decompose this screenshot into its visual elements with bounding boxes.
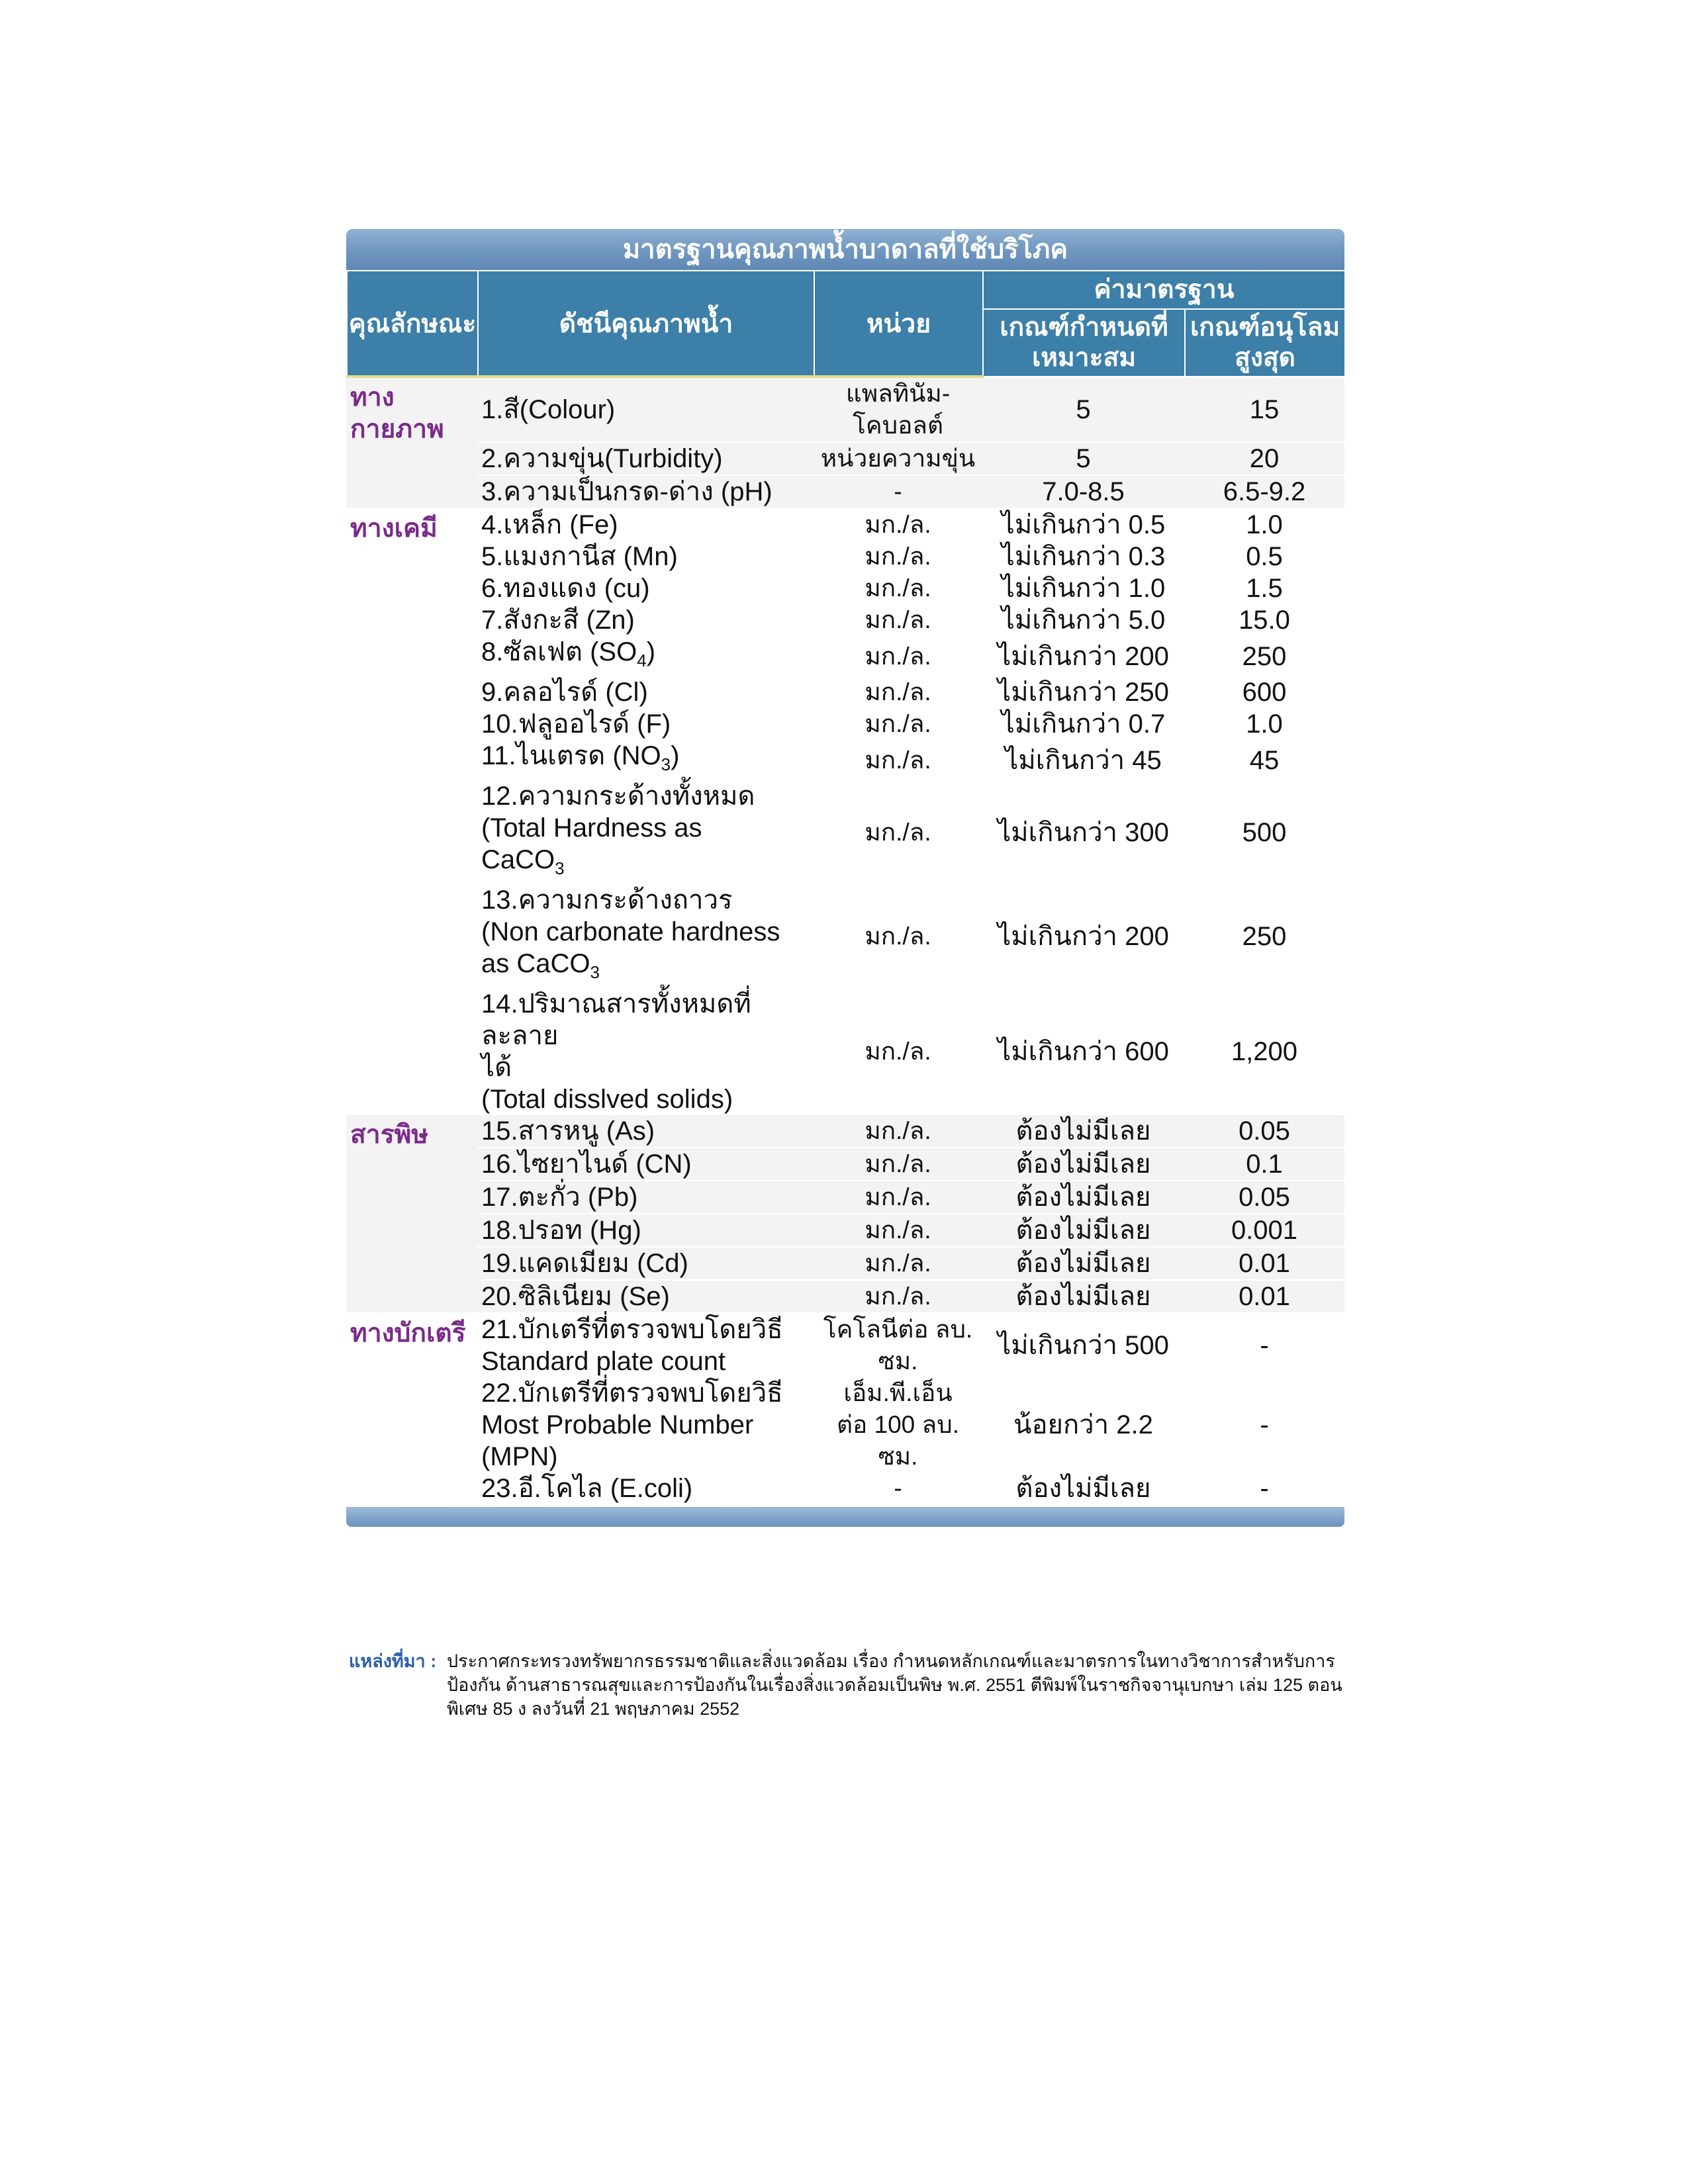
- suitable-cell: ไม่เกินกว่า 5.0: [982, 604, 1184, 636]
- unit-cell: มก./ล.: [814, 636, 982, 676]
- unit-cell: มก./ล.: [814, 604, 982, 636]
- max-cell: 250: [1184, 636, 1344, 676]
- suitable-cell: ไม่เกินกว่า 0.5: [982, 508, 1184, 541]
- max-cell: 15: [1184, 378, 1344, 442]
- index-text: 3.ความเป็นกรด-ด่าง (pH): [481, 477, 773, 506]
- max-cell: 6.5-9.2: [1184, 475, 1344, 508]
- table-row: [346, 708, 1344, 740]
- index-text: 8.ซัลเฟต (SO: [481, 637, 637, 666]
- table-row: [346, 1148, 1344, 1181]
- max-cell: 0.001: [1184, 1214, 1344, 1247]
- index-cell: [477, 1313, 814, 1377]
- table-footer-bar: [346, 1507, 1344, 1527]
- suitable-cell: ไม่เกินกว่า 200: [982, 884, 1184, 988]
- source-label: แหล่งที่มา :: [349, 1651, 437, 1671]
- index-cell: [477, 1280, 814, 1313]
- suitable-cell: ไม่เกินกว่า 1.0: [982, 572, 1184, 604]
- unit-cell: มก./ล.: [814, 1214, 982, 1247]
- group-1: [346, 378, 1344, 508]
- index-cell: [477, 636, 814, 676]
- index-cell: [477, 1247, 814, 1280]
- unit-cell: มก./ล.: [814, 541, 982, 572]
- table-row: [346, 636, 1344, 676]
- table-row: [346, 475, 1344, 508]
- index-cell: [477, 541, 814, 572]
- suitable-cell: 5: [982, 442, 1184, 475]
- max-cell: 500: [1184, 780, 1344, 884]
- water-standard-table-body: [346, 378, 1344, 1504]
- suitable-cell: ไม่เกินกว่า 600: [982, 988, 1184, 1115]
- unit-cell: มก./ล.: [814, 884, 982, 988]
- max-cell: 0.1: [1184, 1148, 1344, 1181]
- index-text: 2.ความขุ่น(Turbidity): [481, 444, 723, 473]
- unit-cell: มก./ล.: [814, 780, 982, 884]
- index-text: 10.ฟลูออไรด์ (F): [481, 709, 671, 739]
- group-2: [346, 508, 1344, 1115]
- suitable-cell: ไม่เกินกว่า 300: [982, 780, 1184, 884]
- table-row: [346, 1377, 1344, 1473]
- table-row: [346, 1473, 1344, 1504]
- table-row: [346, 1214, 1344, 1247]
- max-cell: 0.01: [1184, 1247, 1344, 1280]
- index-subscript: 3: [590, 962, 600, 982]
- index-text: 6.ทองแดง (cu): [481, 574, 650, 603]
- header-standard: ค่ามาตรฐาน: [983, 271, 1345, 309]
- index-text: 20.ซิลิเนียม (Se): [481, 1282, 670, 1311]
- header-index: ดัชนีคุณภาพน้ำ: [478, 271, 814, 377]
- index-cell: [477, 780, 814, 884]
- index-cell: [477, 442, 814, 475]
- unit-cell: มก./ล.: [814, 1247, 982, 1280]
- suitable-cell: ไม่เกินกว่า 0.7: [982, 708, 1184, 740]
- index-subscript: 3: [661, 754, 671, 774]
- suitable-cell: ต้องไม่มีเลย: [982, 1214, 1184, 1247]
- index-subscript: 4: [637, 651, 647, 670]
- table-row: [346, 740, 1344, 780]
- unit-cell: มก./ล.: [814, 1280, 982, 1313]
- max-cell: 45: [1184, 740, 1344, 780]
- table-row: [346, 676, 1344, 708]
- index-text: 19.แคดเมียม (Cd): [481, 1249, 688, 1278]
- index-cell: [477, 1115, 814, 1148]
- suitable-cell: ไม่เกินกว่า 45: [982, 740, 1184, 780]
- index-cell: [477, 884, 814, 988]
- max-cell: 0.05: [1184, 1181, 1344, 1214]
- max-cell: 250: [1184, 884, 1344, 988]
- index-text: 5.แมงกานีส (Mn): [481, 542, 678, 571]
- index-subscript: 3: [555, 858, 565, 878]
- index-cell: [477, 1181, 814, 1214]
- table-row: [346, 541, 1344, 572]
- index-cell: [477, 1377, 814, 1473]
- table-row: [346, 780, 1344, 884]
- index-text: 12.ความกระด้างทั้งหมด (Total Hardness as CaCO: [481, 782, 755, 874]
- unit-cell: มก./ล.: [814, 1181, 982, 1214]
- suitable-cell: ไม่เกินกว่า 250: [982, 676, 1184, 708]
- index-text: 11.ไนเตรด (NO: [481, 741, 661, 770]
- max-cell: -: [1184, 1473, 1344, 1504]
- index-cell: [477, 676, 814, 708]
- index-tail: ): [646, 637, 656, 666]
- max-cell: 15.0: [1184, 604, 1344, 636]
- index-cell: [477, 708, 814, 740]
- table-row: [346, 1280, 1344, 1313]
- index-tail: ): [671, 741, 680, 770]
- table-row: [346, 572, 1344, 604]
- max-cell: 600: [1184, 676, 1344, 708]
- suitable-cell: ไม่เกินกว่า 0.3: [982, 541, 1184, 572]
- index-cell: [477, 1214, 814, 1247]
- group-name: สารพิษ: [346, 1115, 477, 1313]
- unit-cell: มก./ล.: [814, 1148, 982, 1181]
- unit-cell: มก./ล.: [814, 1115, 982, 1148]
- header-characteristic: คุณลักษณะ: [347, 271, 478, 377]
- unit-cell: มก./ล.: [814, 572, 982, 604]
- unit-cell: -: [814, 475, 982, 508]
- suitable-cell: น้อยกว่า 2.2: [982, 1377, 1184, 1473]
- index-text: 7.สังกะสี (Zn): [481, 606, 635, 635]
- max-cell: 0.5: [1184, 541, 1344, 572]
- unit-cell: มก./ล.: [814, 508, 982, 541]
- index-text: 1.สี(Colour): [481, 395, 616, 424]
- index-text: 9.คลอไรด์ (Cl): [481, 678, 648, 707]
- unit-cell: มก./ล.: [814, 676, 982, 708]
- unit-cell: หน่วยความขุ่น: [814, 442, 982, 475]
- index-text: 21.บักเตรีที่ตรวจพบโดยวิธี Standard plate count: [481, 1315, 783, 1376]
- index-cell: [477, 378, 814, 442]
- max-cell: 1.0: [1184, 708, 1344, 740]
- index-cell: [477, 475, 814, 508]
- group-name: ทางกายภาพ: [346, 378, 477, 508]
- max-cell: 0.05: [1184, 1115, 1344, 1148]
- max-cell: -: [1184, 1377, 1344, 1473]
- suitable-cell: ต้องไม่มีเลย: [982, 1148, 1184, 1181]
- index-text: 17.ตะกั่ว (Pb): [481, 1183, 638, 1212]
- water-standard-table-container: [346, 229, 1344, 1527]
- group-3: [346, 1115, 1344, 1313]
- suitable-cell: ไม่เกินกว่า 200: [982, 636, 1184, 676]
- index-text: 13.ความกระด้างถาวร (Non carbonate hardness as CaCO: [481, 886, 780, 978]
- suitable-cell: ไม่เกินกว่า 500: [982, 1313, 1184, 1377]
- unit-cell: มก./ล.: [814, 740, 982, 780]
- header-suitable: เกณฑ์กำหนดที่เหมาะสม: [983, 309, 1185, 377]
- table-row: [346, 1115, 1344, 1148]
- table-row: [346, 1181, 1344, 1214]
- unit-cell: -: [814, 1473, 982, 1504]
- unit-cell: แพลทินัม-โคบอลต์: [814, 378, 982, 442]
- table-row: [346, 988, 1344, 1115]
- suitable-cell: ต้องไม่มีเลย: [982, 1181, 1184, 1214]
- index-cell: [477, 740, 814, 780]
- index-text: 4.เหล็ก (Fe): [481, 510, 618, 539]
- suitable-cell: 7.0-8.5: [982, 475, 1184, 508]
- group-name: ทางบักเตรี: [346, 1313, 477, 1504]
- max-cell: 1.0: [1184, 508, 1344, 541]
- table-row: [346, 508, 1344, 541]
- suitable-cell: ต้องไม่มีเลย: [982, 1280, 1184, 1313]
- index-text: 16.ไซยาไนด์ (CN): [481, 1150, 692, 1179]
- table-row: [346, 442, 1344, 475]
- table-title: มาตรฐานคุณภาพน้ำบาดาลที่ใช้บริโภค: [346, 229, 1344, 270]
- index-cell: [477, 508, 814, 541]
- index-text: 14.ปริมาณสารทั้งหมดที่ละลาย ได้ (Total disslved solids): [481, 989, 751, 1114]
- max-cell: 1,200: [1184, 988, 1344, 1115]
- index-text: 22.บักเตรีที่ตรวจพบโดยวิธี Most Probable Number (MPN): [481, 1379, 783, 1471]
- table-row: [346, 604, 1344, 636]
- table-row: [346, 1247, 1344, 1280]
- unit-cell: โคโลนีต่อ ลบ. ซม.: [814, 1313, 982, 1377]
- index-cell: [477, 572, 814, 604]
- source-note: [349, 1649, 1348, 1719]
- water-standard-table: [346, 270, 1346, 378]
- index-cell: [477, 1473, 814, 1504]
- unit-cell: เอ็ม.พี.เอ็น ต่อ 100 ลบ. ซม.: [814, 1377, 982, 1473]
- index-text: 23.อี.โคไล (E.coli): [481, 1474, 693, 1503]
- group-name: ทางเคมี: [346, 508, 477, 1115]
- suitable-cell: ต้องไม่มีเลย: [982, 1473, 1184, 1504]
- suitable-cell: 5: [982, 378, 1184, 442]
- index-cell: [477, 988, 814, 1115]
- table-row: [346, 884, 1344, 988]
- suitable-cell: ต้องไม่มีเลย: [982, 1115, 1184, 1148]
- max-cell: 1.5: [1184, 572, 1344, 604]
- max-cell: 0.01: [1184, 1280, 1344, 1313]
- unit-cell: มก./ล.: [814, 708, 982, 740]
- index-text: 18.ปรอท (Hg): [481, 1216, 641, 1245]
- max-cell: -: [1184, 1313, 1344, 1377]
- group-4: [346, 1313, 1344, 1504]
- unit-cell: มก./ล.: [814, 988, 982, 1115]
- max-cell: 20: [1184, 442, 1344, 475]
- source-text: ประกาศกระทรวงทรัพยากรธรรมชาติและสิ่งแวดล้อม เรื่อง กำหนดหลักเกณฑ์และมาตรการในทางวิชาการสำหรับการป้องกัน ด้านสาธารณสุขและการป้องกันในเรื่องสิ่งแวดล้อมเป็นพิษ พ.ศ. 2551 ตีพิมพ์ในราชกิจจานุเบกษา เล่ม 125 ตอนพิเศษ 85 ง ลงวันที่ 21 พฤษภาคม 2552: [447, 1651, 1342, 1719]
- table-row: [346, 378, 1344, 442]
- table-row: [346, 1313, 1344, 1377]
- index-cell: [477, 604, 814, 636]
- header-max-allowed: เกณฑ์อนุโลมสูงสุด: [1185, 309, 1345, 377]
- header-unit: หน่วย: [814, 271, 983, 377]
- suitable-cell: ต้องไม่มีเลย: [982, 1247, 1184, 1280]
- index-text: 15.สารหนู (As): [481, 1116, 655, 1146]
- index-cell: [477, 1148, 814, 1181]
